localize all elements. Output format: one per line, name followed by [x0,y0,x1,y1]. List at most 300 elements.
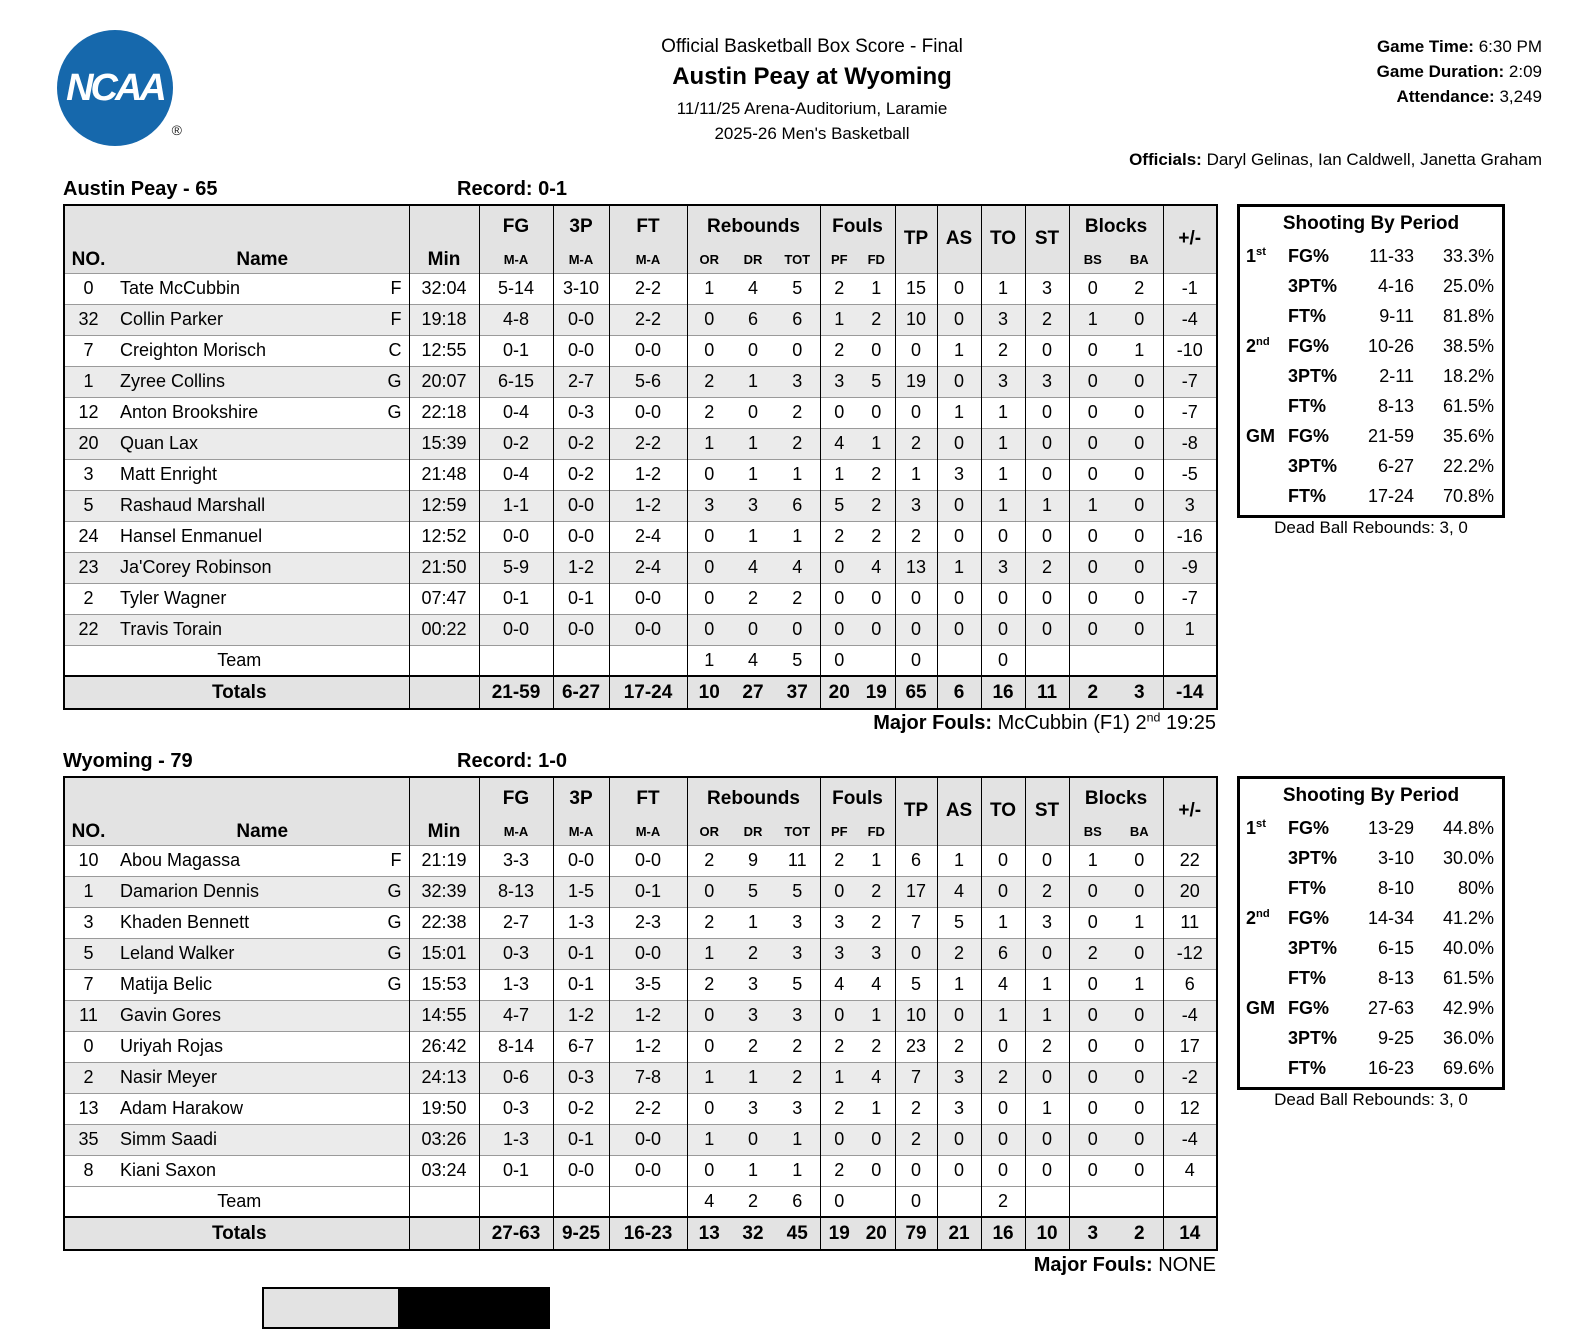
player-name: Matija Belic [120,974,213,994]
stat-fg: 0-4 [479,397,553,428]
stat-p3: 0-0 [553,304,609,335]
ncaa-logo-text: NCAA [66,66,164,109]
stat-pm: -5 [1163,459,1217,490]
stat-fd: 19 [858,676,895,709]
stat-p3: 1-5 [553,876,609,907]
stat-or: 0 [687,552,731,583]
stat-p3 [553,645,609,676]
stat-st: 1 [1025,1093,1069,1124]
stat-fg: 21-59 [479,676,553,709]
stat-as: 2 [937,1031,981,1062]
stat-dr: 27 [731,676,775,709]
stat-ft: 5-6 [609,366,687,397]
team-row-label: Team [64,645,409,676]
shooting-stat-label: FT% [1288,395,1326,416]
attendance-label: Attendance: [1396,87,1495,106]
stat-ft: 2-2 [609,304,687,335]
stat-no: 1 [64,366,112,397]
stat-fd: 2 [858,907,895,938]
stat-as: 0 [937,490,981,521]
stat-fd: 0 [858,583,895,614]
stat-to: 0 [981,845,1025,876]
col-subheader-ma: M-A [553,247,609,273]
stat-to: 0 [981,1093,1025,1124]
stat-tp: 0 [895,614,937,645]
stat-tot: 0 [775,614,820,645]
box-table-body [64,845,1217,1250]
stat-tp: 23 [895,1031,937,1062]
player-name-cell [112,521,409,552]
stat-pf: 0 [820,1000,858,1031]
shooting-stat-label: FT% [1288,877,1326,898]
stat-st: 0 [1025,583,1069,614]
stat-or: 0 [687,1155,731,1186]
stat-tot: 3 [775,938,820,969]
player-row [64,907,1217,938]
shooting-percentage: 30.0% [1442,847,1494,868]
game-time-label: Game Time: [1376,37,1474,56]
stat-p3: 1-2 [553,1000,609,1031]
shooting-row [1240,873,1502,903]
stat-as: 0 [937,273,981,304]
stat-dr: 3 [731,490,775,521]
stat-min: 12:52 [409,521,479,552]
shooting-by-period-box [1237,776,1505,1090]
shooting-stat-label: FG% [1288,817,1330,838]
player-name: Gavin Gores [120,1005,222,1025]
stat-no: 23 [64,552,112,583]
player-position: F [390,850,402,870]
stat-fd [858,645,895,676]
stat-no: 10 [64,845,112,876]
col-subheader-ma: M-A [479,247,553,273]
stat-min: 15:53 [409,969,479,1000]
player-name-cell [112,428,409,459]
player-name-cell [112,583,409,614]
shooting-period-label: 1st [1246,817,1266,838]
stat-as: 0 [937,304,981,335]
stat-fd: 2 [858,304,895,335]
shooting-row [1240,933,1502,963]
stat-ba: 0 [1116,428,1163,459]
stat-tp: 1 [895,459,937,490]
shooting-percentage: 36.0% [1442,1027,1494,1048]
stat-pm: 11 [1163,907,1217,938]
stat-pm: -8 [1163,428,1217,459]
player-name: Khaden Bennett [120,912,250,932]
stat-st: 2 [1025,1031,1069,1062]
shooting-percentage: 18.2% [1442,365,1494,386]
totals-row [64,1217,1217,1250]
stat-pm: -2 [1163,1062,1217,1093]
stat-fg: 0-0 [479,521,553,552]
stat-ba: 0 [1116,490,1163,521]
stat-as: 0 [937,428,981,459]
header-spacer [409,777,479,819]
stat-p3: 0-0 [553,1155,609,1186]
shooting-made-attempts: 4-16 [1377,275,1414,296]
stat-pm: -14 [1163,676,1217,709]
shooting-row [1240,301,1502,331]
stat-dr: 6 [731,304,775,335]
stat-bs: 0 [1069,969,1116,1000]
shooting-made-attempts: 9-25 [1377,1027,1414,1048]
stat-fg: 0-1 [479,335,553,366]
box-score-table-wyoming [63,776,1218,1251]
col-subheader-tot: TOT [775,819,820,845]
shooting-by-period-box [1237,204,1505,518]
stat-fd: 1 [858,273,895,304]
stat-bs: 0 [1069,1124,1116,1155]
stat-dr: 0 [731,397,775,428]
stat-bs: 0 [1069,521,1116,552]
player-name: Rashaud Marshall [120,495,266,515]
stat-as: 0 [937,1000,981,1031]
col-subheader-ma: M-A [553,819,609,845]
stat-min: 21:50 [409,552,479,583]
stat-fd: 0 [858,614,895,645]
stat-pm: -7 [1163,583,1217,614]
stat-pf: 2 [820,335,858,366]
stat-min: 32:39 [409,876,479,907]
stat-bs: 0 [1069,428,1116,459]
game-time-row [1377,34,1542,59]
stat-or: 3 [687,490,731,521]
stat-pm: 20 [1163,876,1217,907]
stat-tp: 0 [895,1155,937,1186]
player-name: Tate McCubbin [120,278,241,298]
player-name: Damarion Dennis [120,881,260,901]
stat-dr: 2 [731,938,775,969]
stat-fg: 1-3 [479,969,553,1000]
game-duration-row [1377,59,1542,84]
stat-fd: 0 [858,1124,895,1155]
player-name-cell [112,969,409,1000]
stat-pm: 3 [1163,490,1217,521]
stat-tp: 19 [895,366,937,397]
stat-as: 0 [937,583,981,614]
stat-no: 2 [64,583,112,614]
col-header-name: Name [112,247,409,273]
player-position: G [387,881,402,901]
stat-min: 12:55 [409,335,479,366]
stat-fd: 2 [858,521,895,552]
stat-tp: 0 [895,1186,937,1217]
stat-to: 0 [981,1124,1025,1155]
col-subheader-or: OR [687,819,731,845]
stat-tot: 3 [775,366,820,397]
shooting-percentage: 69.6% [1442,1057,1494,1078]
stat-bs [1069,1186,1116,1217]
player-name-cell [112,1093,409,1124]
player-position: G [387,943,402,963]
stat-tp: 65 [895,676,937,709]
stat-no: 7 [64,969,112,1000]
stat-fg: 5-14 [479,273,553,304]
stat-pf: 0 [820,614,858,645]
stat-fg: 0-0 [479,614,553,645]
col-subheader-ba: BA [1116,819,1163,845]
col-subheader-ba: BA [1116,247,1163,273]
stat-pf: 0 [820,645,858,676]
player-name-cell [112,876,409,907]
shooting-percentage: 33.3% [1442,245,1494,266]
stat-tot: 1 [775,459,820,490]
stat-to: 3 [981,304,1025,335]
stat-p3: 1-3 [553,907,609,938]
col-group-fouls: Fouls [820,777,895,819]
shooting-percentage: 70.8% [1442,485,1494,506]
stat-to: 3 [981,552,1025,583]
stat-pm: -1 [1163,273,1217,304]
stat-ft: 2-2 [609,428,687,459]
stat-as: 0 [937,1155,981,1186]
stat-p3: 2-7 [553,366,609,397]
stat-bs: 0 [1069,907,1116,938]
stat-fd: 0 [858,1155,895,1186]
stat-min: 22:38 [409,907,479,938]
shooting-stat-label: FG% [1288,245,1330,266]
stat-dr: 4 [731,645,775,676]
stat-p3: 0-1 [553,938,609,969]
shooting-made-attempts: 2-11 [1379,365,1414,386]
stat-to: 1 [981,907,1025,938]
stat-pf: 0 [820,397,858,428]
stat-pf: 5 [820,490,858,521]
stat-pm [1163,645,1217,676]
shooting-stat-label: 3PT% [1288,847,1338,868]
shooting-row [1240,331,1502,361]
major-fouls-time: 19:25 [1165,712,1216,734]
player-position: G [387,912,402,932]
player-row [64,273,1217,304]
stat-tot: 2 [775,1031,820,1062]
stat-ft: 2-4 [609,552,687,583]
shooting-percentage: 25.0% [1442,275,1494,296]
stat-to: 2 [981,1062,1025,1093]
shooting-made-attempts: 21-59 [1367,425,1414,446]
shooting-made-attempts: 6-27 [1377,455,1414,476]
col-subheader-fd: FD [858,819,895,845]
stat-or: 0 [687,583,731,614]
stat-tot: 3 [775,1000,820,1031]
stat-or: 10 [687,676,731,709]
stat-pf: 2 [820,845,858,876]
stat-or: 2 [687,366,731,397]
major-fouls-label: Major Fouls: [1033,1254,1153,1276]
stat-min: 03:24 [409,1155,479,1186]
stat-as: 0 [937,1124,981,1155]
player-name: Simm Saadi [120,1129,218,1149]
shooting-percentage: 81.8% [1442,305,1494,326]
stat-ft: 0-0 [609,397,687,428]
stat-fg: 4-7 [479,1000,553,1031]
shooting-rows [1240,241,1502,511]
stat-tot: 6 [775,1186,820,1217]
stat-fd: 0 [858,335,895,366]
player-name-cell [112,273,409,304]
shooting-row [1240,1053,1502,1083]
stat-as: 21 [937,1217,981,1250]
stat-st: 0 [1025,1062,1069,1093]
stat-tot: 4 [775,552,820,583]
stat-ba: 0 [1116,614,1163,645]
team-row [64,645,1217,676]
stat-pf: 0 [820,1124,858,1155]
stat-ba: 3 [1116,676,1163,709]
shooting-period-label: 1st [1246,245,1266,266]
shooting-stat-label: FT% [1288,305,1326,326]
stat-fd: 1 [858,845,895,876]
stat-to: 0 [981,645,1025,676]
stat-pf: 2 [820,1155,858,1186]
stat-tot: 5 [775,876,820,907]
stat-ft: 0-0 [609,938,687,969]
player-name: Creighton Morisch [120,340,267,360]
stat-min: 15:01 [409,938,479,969]
player-name: Kiani Saxon [120,1160,217,1180]
stat-ft: 0-0 [609,614,687,645]
shooting-percentage: 44.8% [1442,817,1494,838]
shooting-stat-label: FG% [1288,907,1330,928]
stat-tp: 6 [895,845,937,876]
stat-to: 0 [981,521,1025,552]
stat-or: 2 [687,397,731,428]
stat-pm: -4 [1163,304,1217,335]
stat-to: 0 [981,583,1025,614]
stat-bs [1069,645,1116,676]
stat-fg: 0-4 [479,459,553,490]
stat-as: 5 [937,907,981,938]
player-name: Zyree Collins [120,371,226,391]
player-name-cell [112,907,409,938]
stat-bs: 1 [1069,845,1116,876]
stat-to: 0 [981,876,1025,907]
stat-p3: 0-3 [553,397,609,428]
player-name: Matt Enright [120,464,218,484]
player-name-cell [112,366,409,397]
player-row [64,304,1217,335]
col-group-3p: 3P [553,777,609,819]
col-subheader-bs: BS [1069,247,1116,273]
stat-p3: 0-2 [553,459,609,490]
stat-st: 1 [1025,490,1069,521]
stat-dr: 4 [731,273,775,304]
player-position: G [387,402,402,422]
col-group-3p: 3P [553,205,609,247]
shooting-made-attempts: 13-29 [1367,817,1414,838]
stat-min: 12:59 [409,490,479,521]
stat-st: 1 [1025,1000,1069,1031]
shooting-row [1240,241,1502,271]
stat-dr: 32 [731,1217,775,1250]
stat-pf: 3 [820,938,858,969]
stat-pm: 6 [1163,969,1217,1000]
stat-p3: 0-2 [553,1093,609,1124]
player-row [64,397,1217,428]
stat-bs: 0 [1069,876,1116,907]
shooting-stat-label: 3PT% [1288,455,1338,476]
header-spacer [409,205,479,247]
col-subheader-fd: FD [858,247,895,273]
page-header [661,36,963,144]
shooting-row [1240,361,1502,391]
stat-pm: -10 [1163,335,1217,366]
stat-bs: 0 [1069,1062,1116,1093]
stat-p3: 0-1 [553,1124,609,1155]
stat-fd: 2 [858,490,895,521]
stat-min [409,676,479,709]
stat-or: 0 [687,614,731,645]
stat-dr: 1 [731,459,775,490]
stat-p3: 3-10 [553,273,609,304]
stat-as: 6 [937,676,981,709]
stat-tp: 2 [895,1093,937,1124]
stat-st [1025,1186,1069,1217]
totals-row [64,676,1217,709]
col-header-plusminus: +/- [1163,205,1217,273]
stat-ft: 0-0 [609,1124,687,1155]
stat-fg: 1-1 [479,490,553,521]
col-group-rebounds: Rebounds [687,777,820,819]
player-name-cell [112,1000,409,1031]
player-row [64,459,1217,490]
player-name: Quan Lax [120,433,199,453]
stat-tot: 6 [775,304,820,335]
stat-ft [609,645,687,676]
stat-fd: 2 [858,459,895,490]
stat-p3: 0-0 [553,614,609,645]
stat-tp: 7 [895,907,937,938]
stat-p3: 6-27 [553,676,609,709]
stat-or: 13 [687,1217,731,1250]
stat-tot: 2 [775,583,820,614]
player-row [64,1124,1217,1155]
stat-fg: 0-2 [479,428,553,459]
stat-no: 35 [64,1124,112,1155]
stat-fd: 20 [858,1217,895,1250]
stat-dr: 3 [731,969,775,1000]
stat-no: 1 [64,876,112,907]
stat-tot: 2 [775,1062,820,1093]
col-subheader-bs: BS [1069,819,1116,845]
shooting-made-attempts: 8-10 [1377,877,1414,898]
stat-fg: 3-3 [479,845,553,876]
stat-min: 07:47 [409,583,479,614]
stat-to: 2 [981,335,1025,366]
player-row [64,969,1217,1000]
stat-as: 1 [937,969,981,1000]
stat-pf: 4 [820,969,858,1000]
stat-p3: 0-0 [553,845,609,876]
shooting-stat-label: 3PT% [1288,937,1338,958]
stat-tot: 2 [775,397,820,428]
stat-bs: 1 [1069,304,1116,335]
stat-as: 4 [937,876,981,907]
stat-dr: 2 [731,1031,775,1062]
stat-no: 24 [64,521,112,552]
col-group-fouls: Fouls [820,205,895,247]
team-header-wyoming [63,750,1216,773]
stat-ft: 2-2 [609,1093,687,1124]
stat-tot: 45 [775,1217,820,1250]
report-title: Official Basketball Box Score - Final [661,36,963,57]
stat-st: 2 [1025,876,1069,907]
stat-ba: 0 [1116,366,1163,397]
player-name: Tyler Wagner [120,588,227,608]
player-row [64,583,1217,614]
shooting-period-label: GM [1246,425,1275,446]
